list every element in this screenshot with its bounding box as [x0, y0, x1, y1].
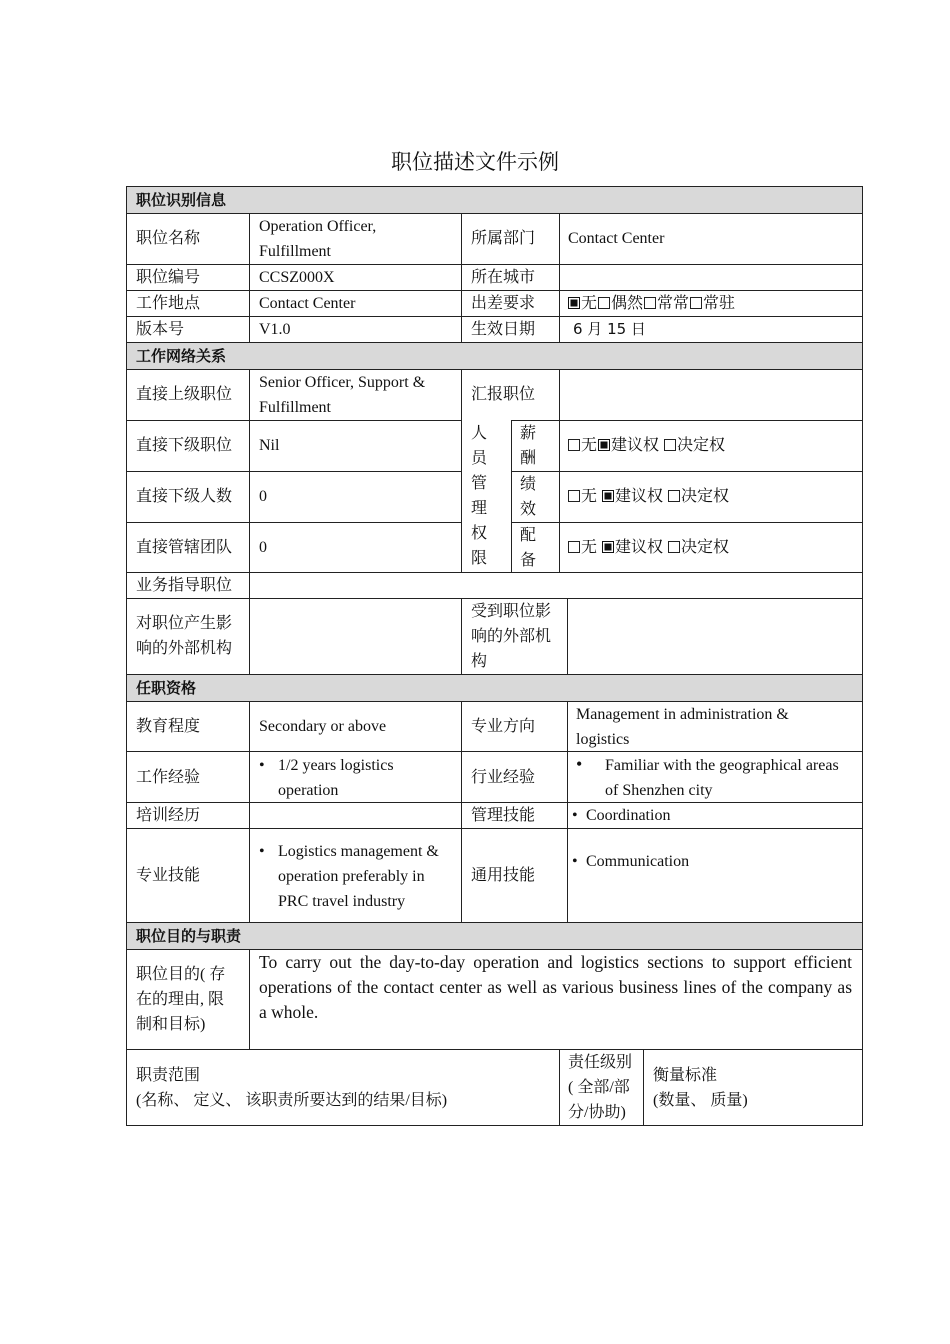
checkbox-empty-icon: [568, 541, 580, 553]
pro-skill-label: 专业技能: [136, 867, 201, 884]
section-network-title: 工作网络关系: [136, 347, 227, 365]
pro-skill-value-line3: PRC travel industry: [278, 893, 406, 910]
dept-label: 所属部门: [471, 230, 536, 247]
major-value-line2: logistics: [576, 731, 630, 748]
section-network-bg: [127, 343, 862, 369]
job-title-value-line2: Fulfillment: [259, 243, 331, 260]
general-skill-bullet: •: [572, 853, 578, 870]
general-skill-label: 通用技能: [471, 867, 536, 884]
experience-value-line1: 1/2 years logistics: [278, 757, 394, 774]
industry-value-line2: of Shenzhen city: [605, 782, 713, 799]
job-code-value: CCSZ000X: [259, 269, 335, 286]
subordinate-count-label: 直接下级人数: [136, 488, 233, 505]
perf-authority-options: 无 建议权 决定权: [567, 484, 729, 509]
team-label: 直接管辖团队: [136, 539, 233, 556]
checkbox-empty-icon: [664, 439, 676, 451]
checkbox-checked-icon: [602, 541, 614, 553]
job-title-label: 职位名称: [136, 230, 201, 247]
effective-date-label: 生效日期: [471, 321, 536, 338]
subordinate-value: Nil: [259, 437, 280, 454]
alloc-char-2: 备: [520, 552, 537, 569]
salary-char-2: 酬: [520, 450, 537, 467]
pro-skill-value-line1: Logistics management &: [278, 843, 439, 860]
scope-label-line2: (名称、 定义、 该职责所要达到的结果/目标): [136, 1092, 448, 1109]
mgmt-skill-bullet: •: [572, 807, 578, 824]
authority-char-1: 人: [471, 425, 488, 442]
purpose-label-line3: 制和目标): [136, 1016, 206, 1033]
section-identity-title: 职位识别信息: [136, 191, 227, 209]
guidance-label: 业务指导职位: [136, 577, 233, 594]
dept-value: Contact Center: [568, 230, 665, 247]
experience-label: 工作经验: [136, 769, 201, 786]
alloc-char-1: 配: [520, 527, 537, 544]
scope-label-line1: 职责范围: [136, 1067, 201, 1084]
industry-value-line1: Familiar with the geographical areas: [605, 757, 839, 774]
authority-char-6: 限: [471, 550, 488, 567]
section-qualification-bg: [127, 675, 862, 701]
perf-char-1: 绩: [520, 476, 537, 493]
checkbox-empty-icon: [668, 490, 680, 502]
mgmt-skill-value: Coordination: [586, 807, 671, 824]
training-label: 培训经历: [136, 807, 201, 824]
team-value: 0: [259, 539, 267, 556]
superior-value-line2: Fulfillment: [259, 399, 331, 416]
version-value: V1.0: [259, 321, 291, 338]
superior-label: 直接上级职位: [136, 386, 233, 403]
affected-label-line3: 构: [471, 653, 488, 670]
education-value: Secondary or above: [259, 718, 387, 735]
education-label: 教育程度: [136, 718, 201, 735]
page-title: 职位描述文件示例: [391, 150, 559, 174]
level-label-line3: 分/协助): [568, 1104, 626, 1121]
affected-label-line2: 响的外部机: [471, 628, 552, 645]
authority-char-4: 理: [471, 500, 488, 517]
checkbox-checked-icon: [598, 439, 610, 451]
pro-skill-value-line2: operation preferably in: [278, 868, 425, 885]
purpose-label-line2: 在的理由, 限: [136, 991, 225, 1008]
experience-bullet: •: [259, 757, 265, 774]
level-label-line2: ( 全部/部: [568, 1079, 630, 1096]
authority-char-3: 管: [471, 475, 488, 492]
perf-char-2: 效: [520, 501, 537, 518]
measure-label-line2: (数量、 质量): [653, 1092, 748, 1109]
checkbox-empty-icon: [690, 297, 702, 309]
experience-value-line2: operation: [278, 782, 339, 799]
external-label-line1: 对职位产生影: [136, 615, 233, 632]
superior-value-line1: Senior Officer, Support &: [259, 374, 426, 391]
affected-label-line1: 受到职位影: [471, 603, 552, 620]
major-label: 专业方向: [471, 718, 536, 735]
effective-date-value: 6 月 15 日: [573, 320, 646, 338]
checkbox-empty-icon: [568, 439, 580, 451]
purpose-text: To carry out the day-to-day operation and logistics sections to support efficient operations of the contact center as well as various business lines of the company as a whole.: [259, 952, 852, 1022]
purpose-label-line1: 职位目的( 存: [136, 966, 226, 983]
salary-char-1: 薪: [520, 425, 537, 442]
checkbox-empty-icon: [568, 490, 580, 502]
section-purpose-title: 职位目的与职责: [136, 927, 242, 945]
travel-label: 出差要求: [471, 295, 536, 312]
travel-options: 无 偶然 常常 常驻: [567, 291, 735, 316]
industry-bullet: •: [576, 754, 583, 774]
mgmt-skill-label: 管理技能: [471, 807, 536, 824]
alloc-authority-options: 无 建议权 决定权: [567, 535, 729, 560]
level-label-line1: 责任级别: [568, 1054, 633, 1071]
location-value: Contact Center: [259, 295, 356, 312]
major-value-line1: Management in administration &: [576, 706, 789, 723]
checkbox-empty-icon: [598, 297, 610, 309]
checkbox-checked-icon: [602, 490, 614, 502]
job-code-label: 职位编号: [136, 269, 201, 286]
checkbox-checked-icon: [568, 297, 580, 309]
authority-char-5: 权: [471, 525, 488, 542]
report-label: 汇报职位: [471, 386, 536, 403]
section-identity-bg: [127, 187, 862, 213]
subordinate-count-value: 0: [259, 488, 267, 505]
version-label: 版本号: [136, 321, 185, 338]
location-label: 工作地点: [136, 295, 201, 312]
checkbox-empty-icon: [668, 541, 680, 553]
authority-char-2: 员: [471, 450, 488, 467]
subordinate-label: 直接下级职位: [136, 437, 233, 454]
external-label-line2: 响的外部机构: [136, 640, 233, 657]
section-qualification-title: 任职资格: [136, 679, 197, 697]
checkbox-empty-icon: [644, 297, 656, 309]
salary-authority-options: 无 建议权 决定权: [567, 433, 725, 458]
industry-label: 行业经验: [471, 769, 536, 786]
pro-skill-bullet: •: [259, 843, 265, 860]
city-label: 所在城市: [471, 269, 536, 286]
general-skill-value: Communication: [586, 853, 690, 870]
job-title-value-line1: Operation Officer,: [259, 218, 377, 235]
measure-label-line1: 衡量标准: [653, 1067, 718, 1084]
